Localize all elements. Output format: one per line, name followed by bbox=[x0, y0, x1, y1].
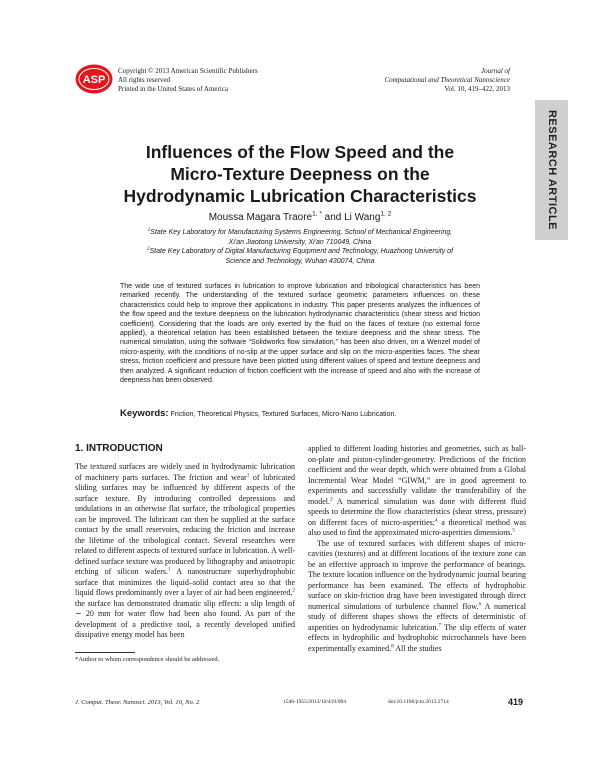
citation: 2 bbox=[292, 587, 295, 594]
citation: 3 bbox=[330, 495, 333, 502]
affiliations bbox=[100, 228, 500, 266]
footnote: *Author to whom correspondence should be addressed. bbox=[75, 656, 220, 663]
affiliation-2 bbox=[100, 247, 500, 257]
abstract: The wide use of textured surfaces in lubrication to improve lubrication and tribological characteristics has been remarked recently. The understanding of the textured surface geometric parameters influences on these characteristics could help to improve their applications in industry. This paper presents analyzes the influences of the flow speed and the texture deepness on the lubrication hydrodynamic characteristics (shear stress and friction coefficient). Considering that the loads are only exerted by the fluid on the faces of texture (no external force applied), a theoretical relation has been established between the texture deepness and the shear stress. The numerical simulation, using the software “Solidworks flow simulation,” has been also driven, on a Wenzel model of micro-asperity, with the conditions of no-slip at the upper surface and slip on the micro-asperities faces. The shear stress, friction coefficient and pressure have been plotted using different values of speed and texture deepness and then analyzed. A significant reduction of friction coefficient with the increase of speed and also with the increase of deepness has been observed. bbox=[120, 283, 480, 385]
text-run: The slip effects of water effects in hydrophilic and hydrophobic microchannels have been experimentally examined. bbox=[308, 622, 526, 653]
page-number: 419 bbox=[508, 697, 524, 707]
affiliation-2-line-1: State Key Laboratory of Digital Manufacturing Equipment and Technology, Huazhong University of bbox=[149, 248, 454, 255]
keywords-text: Friction, Theoretical Physics, Textured Surfaces, Micro-Nano Lubrication. bbox=[170, 411, 397, 418]
keywords bbox=[120, 408, 480, 419]
intro-paragraph-1-cont bbox=[308, 444, 526, 539]
rights-line: All rights reserved bbox=[118, 76, 171, 84]
intro-paragraph-2 bbox=[308, 539, 526, 655]
banner-label: RESEARCH ARTICLE bbox=[545, 109, 558, 231]
author-and: and bbox=[324, 212, 342, 223]
author-1-sup: 1, * bbox=[312, 210, 322, 218]
affiliation-1-sup: 1 bbox=[147, 226, 151, 232]
copyright-line: Copyright © 2013 American Scientific Publishers bbox=[118, 67, 258, 75]
author-1: Moussa Magara Traore bbox=[208, 212, 313, 223]
footer-issn: 1546-1955/2013/10/419/004 bbox=[283, 699, 346, 705]
citation: 8 bbox=[391, 642, 394, 649]
publisher-logo bbox=[75, 64, 113, 94]
text-run: All the studies bbox=[393, 643, 442, 653]
text-run: applied to different loading histories and geometries, such as ball-on-plate and piston-cylinder-geometry. Predictions of the friction coefficient and the wear depth, which were obtained from a Global Incremental Wear Model “GIWM,” are in good agreement to experiments and successfully validate the transferability of the model. bbox=[308, 444, 526, 506]
text-run: A numerical simulation was done with different fluid speeds to determine the flow characteristics (shear stress, pressure) on different faces of micro-asperities; bbox=[308, 496, 526, 527]
author-2-sup: 1, 2 bbox=[380, 210, 392, 218]
text-run: the surface has demonstrated dramatic slip effects: a slip length of ∼ 20 mm for water flow had been also found. As part of the development of a predictive tool, a recently developed unified dissipative energy model has been bbox=[75, 598, 295, 639]
text-run: of lubricated sliding surfaces may be influenced by different aspects of the surface texture. By introducing controlled depressions and undulations in an otherwise flat surface, the tribological properties can be improved. The lubricant can then be supplied at the surface contact by the small reservoirs, reducing the friction and increase the lifetime of the tribological contact. Several researches were related to different aspects of textured surface in lubrication. A well-defined surface texture was produced by lithography and anisotropic etching of silicon wafers. bbox=[75, 472, 295, 576]
citation: 1 bbox=[168, 566, 171, 573]
citation: 4 bbox=[434, 516, 438, 523]
journal-of-line: Journal of bbox=[481, 67, 510, 75]
citation: 6 bbox=[478, 600, 482, 607]
affiliation-1-line-2: Xi'an Jiaotong University, Xi'an 710049, China bbox=[228, 238, 372, 246]
footnote-rule bbox=[75, 652, 135, 653]
printed-line: Printed in the United States of America bbox=[118, 85, 229, 93]
title-line-1: Influences of the Flow Speed and the bbox=[145, 142, 455, 162]
asp-logo-icon bbox=[75, 64, 113, 94]
journal-volume: Vol. 10, 419–422, 2013 bbox=[444, 85, 510, 93]
journal-name: Computational and Theoretical Nanoscience bbox=[384, 76, 510, 84]
citation: 7 bbox=[438, 621, 441, 628]
citation: 1 bbox=[246, 471, 250, 478]
paper-title bbox=[80, 141, 520, 207]
text-run: A numerical study of different shapes shows the effects of deterministic of asperities on hydrodynamic lubrication. bbox=[308, 601, 526, 632]
text-run: a theoretical method was also used to find the approximated micro-asperities dimensions. bbox=[308, 517, 526, 537]
affiliation-2-sup: 2 bbox=[146, 245, 150, 251]
research-article-banner bbox=[535, 100, 568, 240]
journal-info bbox=[384, 67, 510, 94]
text-run: A nanostructure superhydrophobic surface that minimizes the liquid–solid contact area so that the liquid flows predominantly over a layer of air had been engineered, bbox=[75, 567, 295, 597]
section-heading: 1. INTRODUCTION bbox=[75, 443, 163, 454]
author-list bbox=[80, 212, 520, 223]
publisher-info bbox=[118, 67, 258, 94]
logo-text: ASP bbox=[82, 74, 106, 86]
author-2: Li Wang bbox=[344, 212, 381, 223]
title-line-2: Micro-Texture Deepness on the bbox=[170, 164, 430, 184]
text-run: The use of textured surfaces with different shapes of micro-cavities (textures) and at different locations of the texture zone can be an effective approach to improve the performance of bearings. The texture location influence on the hydrodynamic journal bearing performance has been examined. The effects of hydrophobic surface on skin-friction drag have been investigated through direct numerical simulations of turbulence channel flow. bbox=[308, 538, 526, 611]
affiliation-1-line-1: State Key Laboratory for Manufacturing Systems Engineering, School of Mechanical Engineering, bbox=[150, 229, 453, 236]
affiliation-2-line-2: Science and Technology, Wuhan 430074, China bbox=[225, 257, 375, 265]
title-line-3: Hydrodynamic Lubrication Characteristics bbox=[123, 186, 477, 206]
intro-paragraph-1 bbox=[75, 462, 295, 641]
keywords-label: Keywords: bbox=[120, 408, 169, 419]
column-right bbox=[308, 444, 526, 654]
footer-citation: J. Comput. Theor. Nanosci. 2013, Vol. 10, No. 2 bbox=[75, 699, 200, 706]
citation: 5 bbox=[512, 527, 515, 534]
text-run: The textured surfaces are widely used in hydrodynamic lubrication of machinery parts surfaces. The friction and wear bbox=[75, 462, 295, 482]
affiliation-1 bbox=[100, 228, 500, 238]
footer-doi: doi:10.1166/jctn.2013.2714 bbox=[388, 699, 449, 705]
column-left bbox=[75, 462, 295, 641]
